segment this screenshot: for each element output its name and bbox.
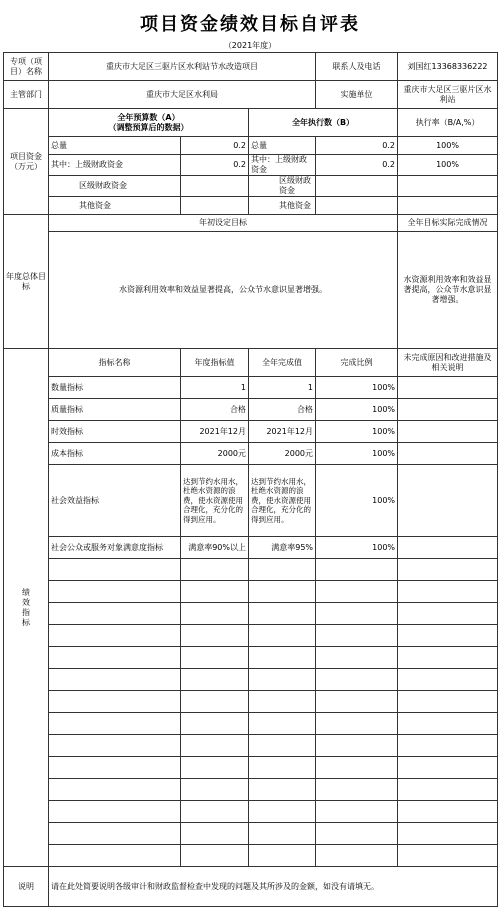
fund-exec [316, 176, 398, 197]
fund-rate [398, 197, 498, 215]
perf-actual: 2021年12月 [249, 421, 316, 443]
perf-row [4, 421, 498, 443]
perf-empty-row [4, 647, 498, 669]
annual-label: 年度总体目标 [4, 215, 49, 349]
evaluation-table [3, 52, 498, 907]
perf-ratio: 100% [316, 399, 398, 421]
fund-exec-label: 区级财政资金 [249, 176, 316, 197]
perf-remark [398, 421, 498, 443]
budget-header [49, 109, 249, 137]
perf-ratio: 100% [316, 377, 398, 399]
impl-value: 重庆市大足区三驱片区水利站 [398, 81, 498, 109]
perf-row [4, 537, 498, 559]
fund-budget [181, 176, 249, 197]
fund-budget: 0.2 [181, 137, 249, 155]
fund-label: 区级财政资金 [49, 176, 181, 197]
perf-empty-row [4, 845, 498, 867]
fund-exec [316, 197, 398, 215]
perf-header-target: 年度指标值 [181, 349, 249, 377]
perf-actual: 满意率95% [249, 537, 316, 559]
perf-label [4, 349, 49, 867]
perf-actual: 达到节约水用水，杜绝水资源的浪费，使水资源使用合理化，充分化的得到应用。 [249, 465, 316, 537]
perf-empty-row [4, 669, 498, 691]
perf-empty-row [4, 691, 498, 713]
funds-row [4, 197, 498, 215]
fund-exec: 0.2 [316, 155, 398, 176]
annual-target-header: 年初设定目标 [49, 215, 398, 232]
perf-target: 合格 [181, 399, 249, 421]
fund-label: 其他资金 [49, 197, 181, 215]
perf-target: 2000元 [181, 443, 249, 465]
perf-remark [398, 465, 498, 537]
project-name-row [4, 53, 498, 81]
perf-remark [398, 399, 498, 421]
perf-name: 时效指标 [49, 421, 181, 443]
fund-label: 总量 [49, 137, 181, 155]
exec-header: 全年执行数（B） [249, 109, 398, 137]
page-title: 项目资金绩效目标自评表 [140, 14, 360, 35]
note-text: 请在此处简要说明各级审计和财政监督检查中发现的问题及其所涉及的金额，如没有请填无。 [49, 867, 498, 907]
year-label: （2021年度） [223, 41, 277, 50]
perf-row [4, 465, 498, 537]
fund-rate: 100% [398, 155, 498, 176]
perf-ratio: 100% [316, 421, 398, 443]
fund-rate [398, 176, 498, 197]
fund-rate: 100% [398, 137, 498, 155]
contact-label: 联系人及电话 [316, 53, 398, 81]
perf-empty-row [4, 625, 498, 647]
perf-name: 社会效益指标 [49, 465, 181, 537]
perf-row [4, 443, 498, 465]
funds-row [4, 155, 498, 176]
perf-empty-row [4, 779, 498, 801]
annual-header-row [4, 215, 498, 232]
perf-empty-row [4, 801, 498, 823]
dept-label: 主管部门 [4, 81, 49, 109]
perf-target: 1 [181, 377, 249, 399]
perf-target: 2021年12月 [181, 421, 249, 443]
fund-exec-label: 其中：上级财政资金 [249, 155, 316, 176]
perf-label-char: 指 [22, 607, 30, 617]
perf-name: 质量指标 [49, 399, 181, 421]
perf-ratio: 100% [316, 537, 398, 559]
perf-empty-row [4, 603, 498, 625]
annual-actual-header: 全年目标实际完成情况 [398, 215, 498, 232]
annual-actual-text: 水资源利用效率和效益显著提高，公众节水意识显著增强。 [398, 232, 498, 349]
fund-label: 其中：上级财政资金 [49, 155, 181, 176]
perf-empty-row [4, 823, 498, 845]
contact-value: 刘国红13368336222 [398, 53, 498, 81]
fund-exec-label: 总量 [249, 137, 316, 155]
dept-value: 重庆市大足区水利局 [49, 81, 316, 109]
perf-header-row [4, 349, 498, 377]
perf-label-char: 效 [22, 597, 30, 607]
perf-remark [398, 443, 498, 465]
perf-empty-row [4, 757, 498, 779]
fund-budget [181, 197, 249, 215]
dept-row [4, 81, 498, 109]
funds-row [4, 176, 498, 197]
perf-header-ratio: 完成比例 [316, 349, 398, 377]
perf-name: 成本指标 [49, 443, 181, 465]
perf-empty-row [4, 735, 498, 757]
perf-header-name: 指标名称 [49, 349, 181, 377]
funds-row [4, 137, 498, 155]
annual-content-row [4, 232, 498, 349]
perf-target: 达到节约水用水，杜绝水资源的浪费，使水资源使用合理化，充分化的得到应用。 [181, 465, 249, 537]
perf-ratio: 100% [316, 443, 398, 465]
note-label: 说明 [4, 867, 49, 907]
project-name-value: 重庆市大足区三驱片区水利站节水改造项目 [49, 53, 316, 81]
fund-exec-label: 其他资金 [249, 197, 316, 215]
perf-target: 满意率90%以上 [181, 537, 249, 559]
rate-header: 执行率（B/A,%） [398, 109, 498, 137]
perf-row [4, 377, 498, 399]
perf-empty-row [4, 559, 498, 581]
perf-header-actual: 全年完成值 [249, 349, 316, 377]
note-row [4, 867, 498, 907]
impl-label: 实施单位 [316, 81, 398, 109]
annual-target-text: 水资源利用效率和效益显著提高，公众节水意识显著增强。 [49, 232, 398, 349]
budget-header-line1: 全年预算数（A） [117, 112, 180, 122]
project-name-label: 专项（项目）名称 [4, 53, 49, 81]
budget-header-line2: （调整预算后的数据） [108, 122, 189, 132]
perf-empty-row [4, 713, 498, 735]
perf-label-char: 绩 [22, 587, 30, 597]
funds-label: 项目资金（万元） [4, 109, 49, 215]
funds-header-row [4, 109, 498, 137]
fund-exec: 0.2 [316, 137, 398, 155]
perf-label-char: 标 [22, 617, 30, 627]
perf-name: 社会公众或服务对象满意度指标 [49, 537, 181, 559]
perf-ratio: 100% [316, 465, 398, 537]
perf-header-remark: 未完成原因和改进措施及相关说明 [398, 349, 498, 377]
perf-row [4, 399, 498, 421]
perf-actual: 2000元 [249, 443, 316, 465]
perf-name: 数量指标 [49, 377, 181, 399]
perf-empty-row [4, 581, 498, 603]
perf-remark [398, 537, 498, 559]
perf-actual: 1 [249, 377, 316, 399]
fund-budget: 0.2 [181, 155, 249, 176]
perf-remark [398, 377, 498, 399]
perf-actual: 合格 [249, 399, 316, 421]
